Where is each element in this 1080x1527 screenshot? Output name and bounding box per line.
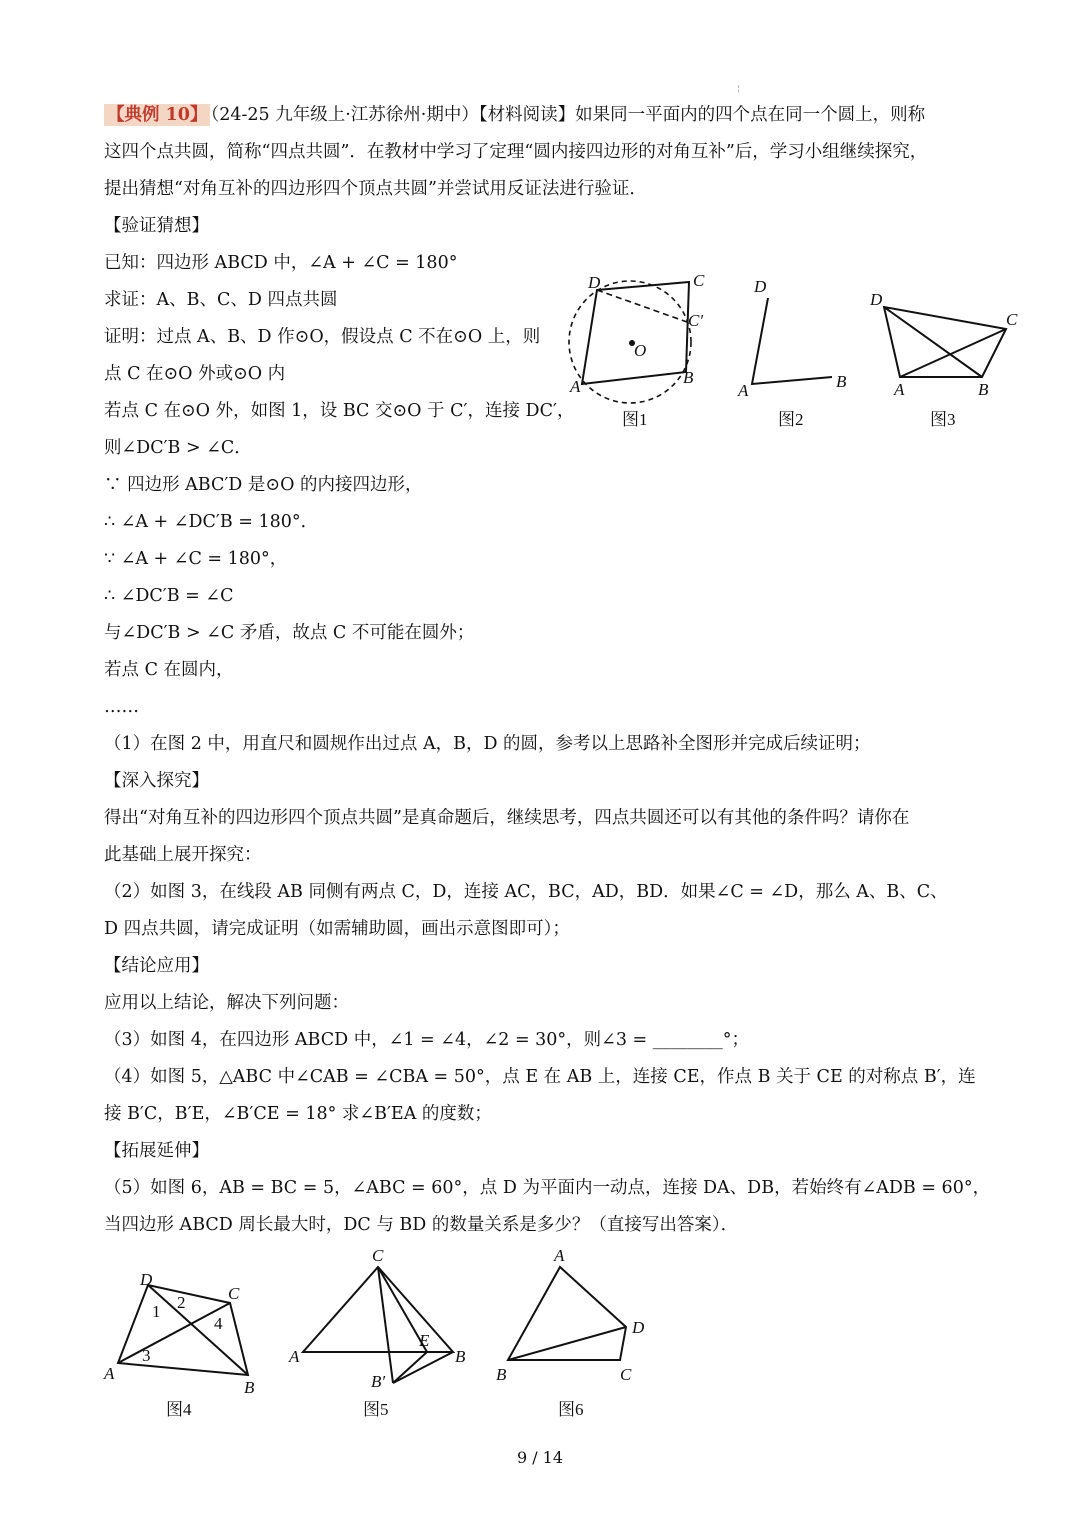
segment-ac	[900, 329, 1006, 377]
segment-dc-prime	[597, 290, 687, 322]
text-line-explore-2: 此基础上展开探究：	[104, 845, 262, 865]
label-a: A	[570, 377, 581, 396]
text-line-proof-7: ∵ ∠A + ∠C = 180°，	[104, 549, 288, 569]
text-line-prove: 求证：A、B、C、D 四点共圆	[104, 290, 338, 310]
label-c: C	[620, 1365, 632, 1384]
figure-4	[100, 1265, 280, 1425]
text-line-2: 这四个点共圆，简称“四点共圆”．在教材中学习了定理“圆内接四边形的对角互补”后，学习小组继续探究，	[104, 142, 928, 162]
text-line-3: 提出猜想“对角互补的四边形四个顶点共圆”并尝试用反证法进行验证．	[104, 179, 647, 199]
label-c: C	[1006, 310, 1018, 329]
text-line-proof-2: 点 C 在⊙O 外或⊙O 内	[104, 364, 286, 384]
example-tag: 【典例 10】	[104, 104, 210, 126]
label-a: A	[104, 1364, 115, 1383]
label-c-prime: C′	[688, 311, 704, 330]
label-b: B	[496, 1365, 507, 1384]
figure-5	[285, 1245, 485, 1425]
angle-label-2: 2	[177, 1293, 186, 1312]
label-o: O	[634, 341, 647, 360]
text-line-given: 已知：四边形 ABCD 中，∠A + ∠C = 180°	[104, 253, 458, 273]
text-line-proof-4: 则∠DC′B > ∠C．	[104, 438, 252, 458]
figure-3-caption: 图3	[930, 410, 956, 429]
angle-label-4: 4	[214, 1314, 223, 1333]
text-line-ellipsis: ……	[104, 697, 139, 717]
angle-label-1: 1	[152, 1302, 161, 1321]
text-line-1: 【典例 10】 （24-25 九年级上·江苏徐州·期中）【材料阅读】如果同一平面内的四个点在同一个圆上，则称	[104, 103, 925, 127]
corner-mark: ¦	[737, 84, 740, 93]
label-c: C	[372, 1246, 384, 1265]
figure-2	[730, 270, 860, 435]
label-d: D	[632, 1318, 645, 1337]
section-heading-apply: 【结论应用】	[104, 956, 209, 976]
figure-2-caption: 图2	[778, 410, 804, 429]
label-b: B	[683, 368, 694, 387]
quadrilateral-abcd	[508, 1267, 626, 1360]
section-heading-explore: 【深入探究】	[104, 771, 209, 791]
figure-5-caption: 图5	[363, 1400, 389, 1419]
diagonal-ac	[118, 1303, 230, 1363]
text-line-proof-9: 与∠DC′B > ∠C 矛盾，故点 C 不可能在圆外；	[104, 623, 475, 643]
label-b: B	[836, 372, 847, 391]
label-e: E	[419, 1331, 430, 1350]
text-line-apply: 应用以上结论，解决下列问题：	[104, 993, 349, 1013]
text-line-proof-10: 若点 C 在圆内，	[104, 660, 234, 680]
figure-3	[860, 285, 1030, 435]
label-b: B	[455, 1347, 466, 1366]
quadrilateral-abcd	[582, 282, 689, 384]
page-number: 9 / 14	[516, 1448, 564, 1467]
segment-ab-path	[884, 307, 1006, 377]
angle-dab	[752, 298, 832, 384]
label-a: A	[554, 1246, 565, 1265]
question-5-line-2: 当四边形 ABCD 周长最大时，DC 与 BD 的数量关系是多少？（直接写出答案）．	[104, 1215, 739, 1235]
label-b-prime: B′	[371, 1372, 386, 1391]
segment-cb-prime	[378, 1267, 393, 1383]
label-c: C	[693, 271, 705, 290]
question-5-line-1: （5）如图 6，AB = BC = 5，∠ABC = 60°，点 D 为平面内一动点，连接 DA、DB，若始终有∠ADB = 60°，	[104, 1178, 991, 1198]
label-d: D	[754, 277, 767, 296]
figure-4-caption: 图4	[166, 1400, 192, 1419]
question-3: （3）如图 4，在四边形 ABCD 中，∠1 = ∠4，∠2 = 30°，则∠3 = ________°；	[104, 1030, 750, 1050]
figure-6	[490, 1245, 660, 1425]
angle-label-3: 3	[142, 1346, 151, 1365]
label-d: D	[870, 290, 883, 309]
label-d: D	[140, 1270, 153, 1289]
question-2-line-1: （2）如图 3，在线段 AB 同侧有两点 C，D，连接 AC，BC，AD，BD．如果∠C = ∠D，那么 A、B、C、	[104, 882, 948, 902]
text-line-explore-1: 得出“对角互补的四边形四个顶点共圆”是真命题后，继续思考，四点共圆还可以有其他的条件吗？请你在	[104, 808, 910, 828]
question-1: （1）在图 2 中，用直尺和圆规作出过点 A，B，D 的圆，参考以上思路补全图形并完成后续证明；	[104, 734, 871, 754]
label-a: A	[894, 380, 905, 399]
section-heading-extend: 【拓展延伸】	[104, 1141, 209, 1161]
label-c: C	[228, 1284, 240, 1303]
label-d: D	[588, 273, 601, 292]
segment-bd	[508, 1327, 626, 1360]
figure-6-caption: 图6	[558, 1400, 584, 1419]
text-line-proof-3: 若点 C 在⊙O 外，如图 1，设 BC 交⊙O 于 C′，连接 DC′，	[104, 401, 575, 421]
triangle-abc	[303, 1267, 453, 1352]
text-line-proof-1: 证明：过点 A、B、D 作⊙O，假设点 C 不在⊙O 上，则	[104, 327, 541, 347]
text-line-proof-8: ∴ ∠DC′B = ∠C	[104, 586, 234, 606]
text-line-proof-5: ∵ 四边形 ABC′D 是⊙O 的内接四边形，	[104, 475, 423, 495]
question-4-line-2: 接 B′C，B′E，∠B′CE = 18° 求∠B′EA 的度数；	[104, 1104, 492, 1124]
text-line-proof-6: ∴ ∠A + ∠DC′B = 180°．	[104, 512, 319, 532]
label-b: B	[978, 380, 989, 399]
segment-bd	[884, 307, 982, 377]
figure-1	[560, 260, 730, 435]
label-a: A	[738, 381, 749, 400]
label-b: B	[244, 1378, 255, 1397]
question-2-line-2: D 四点共圆，请完成证明（如需辅助圆，画出示意图即可）；	[104, 919, 570, 939]
label-a: A	[289, 1347, 300, 1366]
question-4-line-1: （4）如图 5，△ABC 中∠CAB = ∠CBA = 50°，点 E 在 AB 上，连接 CE，作点 B 关于 CE 的对称点 B′，连	[104, 1067, 976, 1087]
section-heading-verify: 【验证猜想】	[104, 216, 209, 236]
figure-1-caption: 图1	[622, 410, 648, 429]
